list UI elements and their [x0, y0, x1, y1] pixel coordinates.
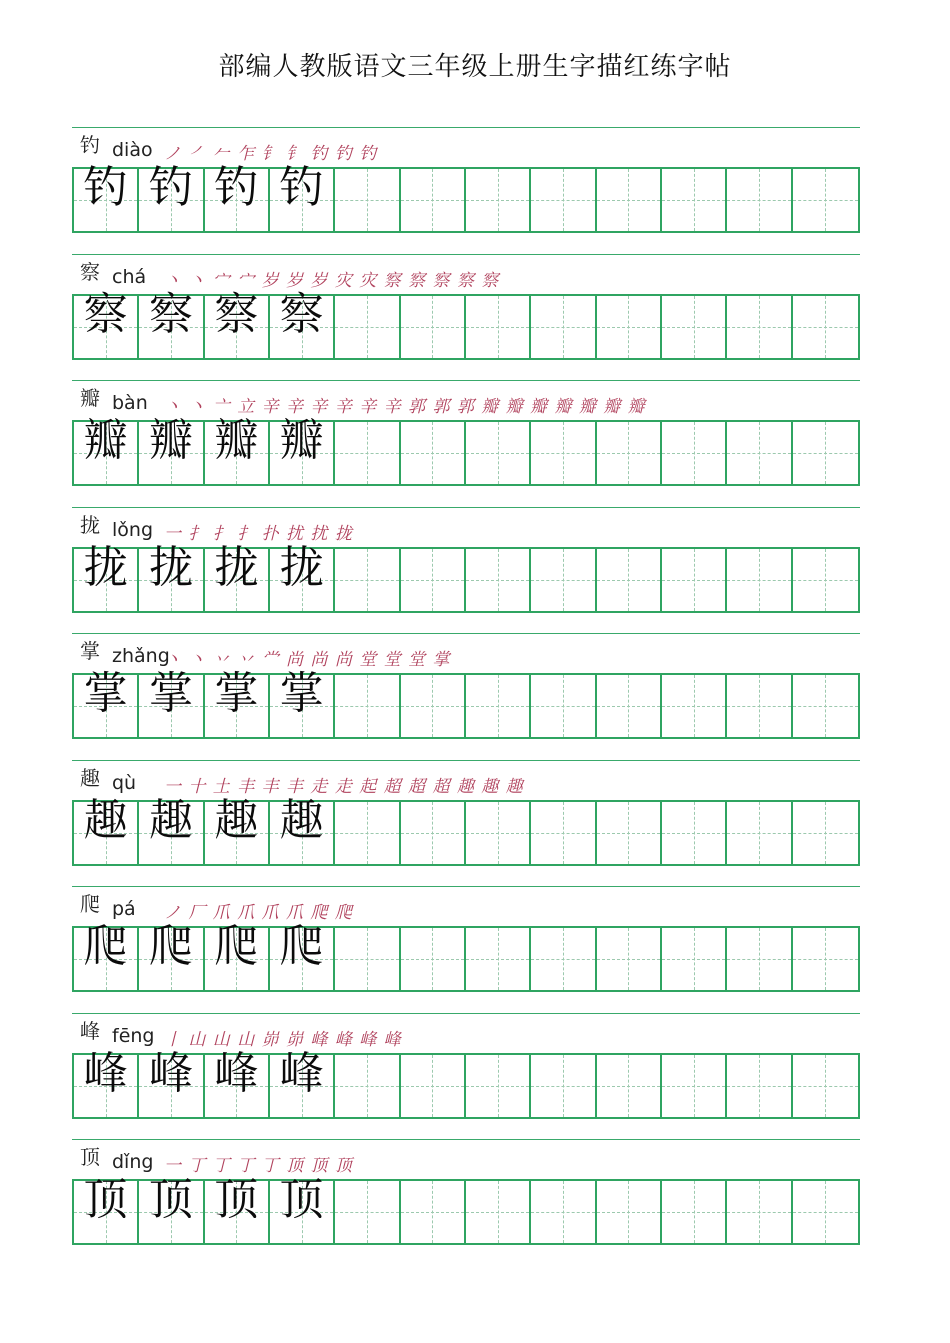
- horizontal-guide-line: [401, 706, 464, 707]
- row-pinyin: fēng: [112, 1025, 155, 1047]
- writing-cell[interactable]: [270, 795, 335, 864]
- stroke-order: ノ ㇒ 𠂉 乍 钅 钅 钓 钓 钓: [164, 144, 378, 164]
- row-top-line: [72, 254, 860, 255]
- tracing-character: 趣: [148, 795, 193, 846]
- horizontal-guide-line: [793, 580, 858, 581]
- writing-cell[interactable]: [401, 422, 466, 484]
- tracing-character: 拢: [214, 542, 259, 593]
- row-character-label: 爬: [80, 892, 100, 916]
- writing-cell[interactable]: [662, 422, 727, 484]
- writing-cell[interactable]: [793, 675, 858, 737]
- tracing-character: 峰: [214, 1048, 259, 1099]
- horizontal-guide-line: [793, 1086, 858, 1087]
- writing-cell[interactable]: [662, 549, 727, 611]
- horizontal-guide-line: [531, 453, 594, 454]
- writing-grid: [72, 415, 860, 486]
- page-title: 部编人教版语文三年级上册生字描红练字帖: [218, 52, 732, 82]
- horizontal-guide-line: [401, 959, 464, 960]
- horizontal-guide-line: [793, 1212, 858, 1213]
- writing-cell[interactable]: [793, 422, 858, 484]
- row-pinyin: pá: [112, 898, 136, 920]
- horizontal-guide-line: [597, 200, 660, 201]
- writing-cell[interactable]: [205, 1048, 270, 1117]
- row-character-label: 钓: [80, 133, 100, 157]
- writing-cell[interactable]: [270, 668, 335, 737]
- horizontal-guide-line: [335, 580, 398, 581]
- tracing-character: 爬: [214, 921, 259, 972]
- horizontal-guide-line: [531, 959, 594, 960]
- writing-cell[interactable]: [662, 169, 727, 231]
- horizontal-guide-line: [597, 959, 660, 960]
- row-character-label: 察: [80, 260, 100, 284]
- row-pinyin: bàn: [112, 392, 148, 414]
- horizontal-guide-line: [727, 833, 790, 834]
- writing-cell[interactable]: [793, 802, 858, 864]
- writing-cell[interactable]: [205, 668, 270, 737]
- writing-cell[interactable]: [74, 542, 139, 611]
- writing-cell[interactable]: [205, 795, 270, 864]
- writing-cell[interactable]: [335, 422, 400, 484]
- writing-cell[interactable]: [74, 1048, 139, 1117]
- writing-cell[interactable]: [466, 802, 531, 864]
- practice-row: [72, 1139, 860, 1251]
- writing-cell[interactable]: [531, 1055, 596, 1117]
- writing-cell[interactable]: [139, 921, 204, 990]
- horizontal-guide-line: [597, 833, 660, 834]
- tracing-character: 爬: [148, 921, 193, 972]
- horizontal-guide-line: [727, 200, 790, 201]
- horizontal-guide-line: [335, 1086, 398, 1087]
- tracing-character: 峰: [279, 1048, 324, 1099]
- horizontal-guide-line: [401, 1086, 464, 1087]
- writing-cell[interactable]: [727, 1055, 792, 1117]
- horizontal-guide-line: [531, 1212, 594, 1213]
- tracing-character: 趣: [214, 795, 259, 846]
- horizontal-guide-line: [597, 580, 660, 581]
- writing-cell[interactable]: [531, 169, 596, 231]
- writing-cell[interactable]: [531, 296, 596, 358]
- writing-cell[interactable]: [531, 675, 596, 737]
- writing-grid: [72, 542, 860, 613]
- stroke-order: 丶 丶 丷 丷 龸 尚 尚 尚 堂 堂 堂 掌: [164, 650, 451, 670]
- horizontal-guide-line: [727, 706, 790, 707]
- tracing-character: 察: [148, 289, 193, 340]
- horizontal-guide-line: [727, 580, 790, 581]
- horizontal-guide-line: [466, 327, 529, 328]
- writing-cell[interactable]: [401, 296, 466, 358]
- writing-cell[interactable]: [793, 1055, 858, 1117]
- row-top-line: [72, 1139, 860, 1140]
- stroke-order: 丶 丶 宀 宀 岁 岁 岁 灾 灾 察 察 察 察 察: [164, 271, 500, 291]
- stroke-order: 丶 丶 亠 立 辛 辛 辛 辛 辛 辛 郭 郭 郭 瓣 瓣 瓣 瓣 瓣 瓣 瓣: [164, 397, 646, 417]
- tracing-character: 掌: [148, 668, 193, 719]
- row-pinyin: zhǎng: [112, 645, 170, 667]
- writing-cell[interactable]: [662, 1181, 727, 1243]
- stroke-order: ノ 厂 爪 爪 爪 爪 爬 爬: [164, 903, 353, 923]
- writing-cell[interactable]: [727, 1181, 792, 1243]
- horizontal-guide-line: [597, 453, 660, 454]
- writing-cell[interactable]: [139, 1048, 204, 1117]
- stroke-order: 一 十 土 丰 丰 丰 走 走 起 超 超 超 趣 趣 趣: [164, 777, 524, 797]
- writing-cell[interactable]: [662, 1055, 727, 1117]
- horizontal-guide-line: [466, 580, 529, 581]
- practice-row: [72, 254, 860, 366]
- tracing-character: 顶: [279, 1174, 324, 1225]
- row-character-label: 瓣: [80, 386, 100, 410]
- horizontal-guide-line: [662, 1086, 725, 1087]
- writing-cell[interactable]: [466, 422, 531, 484]
- writing-cell[interactable]: [662, 928, 727, 990]
- horizontal-guide-line: [662, 706, 725, 707]
- row-top-line: [72, 760, 860, 761]
- writing-cell[interactable]: [205, 415, 270, 484]
- horizontal-guide-line: [335, 200, 398, 201]
- horizontal-guide-line: [466, 200, 529, 201]
- horizontal-guide-line: [335, 833, 398, 834]
- writing-cell[interactable]: [139, 1174, 204, 1243]
- horizontal-guide-line: [401, 833, 464, 834]
- row-character-label: 趣: [80, 766, 100, 790]
- writing-cell[interactable]: [793, 1181, 858, 1243]
- writing-cell[interactable]: [662, 802, 727, 864]
- horizontal-guide-line: [466, 1212, 529, 1213]
- row-pinyin: chá: [112, 266, 147, 288]
- tracing-character: 钓: [83, 162, 128, 213]
- writing-cell[interactable]: [74, 162, 139, 231]
- practice-row: [72, 507, 860, 619]
- writing-cell[interactable]: [335, 169, 400, 231]
- row-pinyin: qù: [112, 772, 137, 794]
- row-character-label: 峰: [80, 1019, 100, 1043]
- tracing-character: 顶: [148, 1174, 193, 1225]
- horizontal-guide-line: [335, 959, 398, 960]
- row-top-line: [72, 633, 860, 634]
- horizontal-guide-line: [597, 327, 660, 328]
- tracing-character: 趣: [279, 795, 324, 846]
- practice-row: [72, 886, 860, 998]
- tracing-character: 顶: [214, 1174, 259, 1225]
- tracing-character: 瓣: [83, 415, 128, 466]
- writing-cell[interactable]: [597, 296, 662, 358]
- tracing-character: 掌: [214, 668, 259, 719]
- horizontal-guide-line: [662, 200, 725, 201]
- writing-cell[interactable]: [401, 802, 466, 864]
- writing-cell[interactable]: [74, 415, 139, 484]
- writing-cell[interactable]: [335, 928, 400, 990]
- writing-cell[interactable]: [139, 668, 204, 737]
- writing-cell[interactable]: [466, 1181, 531, 1243]
- row-character-label: 拢: [80, 513, 100, 537]
- horizontal-guide-line: [335, 327, 398, 328]
- practice-row: [72, 1013, 860, 1125]
- writing-cell[interactable]: [662, 296, 727, 358]
- writing-cell[interactable]: [270, 1048, 335, 1117]
- horizontal-guide-line: [662, 327, 725, 328]
- horizontal-guide-line: [793, 327, 858, 328]
- practice-row: [72, 127, 860, 239]
- row-character-label: 顶: [80, 1145, 100, 1169]
- writing-cell[interactable]: [597, 675, 662, 737]
- writing-cell[interactable]: [662, 675, 727, 737]
- horizontal-guide-line: [727, 959, 790, 960]
- writing-cell[interactable]: [205, 1174, 270, 1243]
- horizontal-guide-line: [662, 959, 725, 960]
- horizontal-guide-line: [335, 706, 398, 707]
- writing-cell[interactable]: [466, 549, 531, 611]
- stroke-order: 一 扌 扌 扌 扑 扰 扰 拢: [164, 524, 353, 544]
- writing-cell[interactable]: [335, 549, 400, 611]
- writing-cell[interactable]: [139, 795, 204, 864]
- row-top-line: [72, 507, 860, 508]
- writing-cell[interactable]: [531, 1181, 596, 1243]
- writing-cell[interactable]: [727, 549, 792, 611]
- stroke-order: 一 丁 丁 丁 丁 顶 顶 顶: [164, 1156, 353, 1176]
- writing-cell[interactable]: [335, 296, 400, 358]
- row-pinyin: diào: [112, 139, 153, 161]
- horizontal-guide-line: [531, 327, 594, 328]
- tracing-character: 峰: [83, 1048, 128, 1099]
- writing-cell[interactable]: [597, 422, 662, 484]
- writing-cell[interactable]: [401, 675, 466, 737]
- writing-cell[interactable]: [597, 169, 662, 231]
- horizontal-guide-line: [531, 706, 594, 707]
- horizontal-guide-line: [597, 706, 660, 707]
- horizontal-guide-line: [531, 580, 594, 581]
- writing-cell[interactable]: [335, 1055, 400, 1117]
- writing-cell[interactable]: [466, 296, 531, 358]
- writing-cell[interactable]: [270, 542, 335, 611]
- writing-cell[interactable]: [466, 928, 531, 990]
- writing-cell[interactable]: [727, 675, 792, 737]
- row-top-line: [72, 886, 860, 887]
- writing-grid: [72, 289, 860, 360]
- tracing-character: 察: [279, 289, 324, 340]
- writing-grid: [72, 668, 860, 739]
- row-pinyin: lǒng: [112, 519, 154, 541]
- horizontal-guide-line: [793, 959, 858, 960]
- writing-cell[interactable]: [597, 1181, 662, 1243]
- writing-cell[interactable]: [793, 928, 858, 990]
- writing-grid: [72, 921, 860, 992]
- writing-cell[interactable]: [597, 802, 662, 864]
- writing-cell[interactable]: [139, 162, 204, 231]
- writing-cell[interactable]: [74, 1174, 139, 1243]
- horizontal-guide-line: [335, 1212, 398, 1213]
- horizontal-guide-line: [727, 1086, 790, 1087]
- horizontal-guide-line: [466, 833, 529, 834]
- tracing-character: 爬: [83, 921, 128, 972]
- tracing-character: 瓣: [214, 415, 259, 466]
- horizontal-guide-line: [466, 453, 529, 454]
- horizontal-guide-line: [793, 706, 858, 707]
- tracing-character: 峰: [148, 1048, 193, 1099]
- row-top-line: [72, 1013, 860, 1014]
- horizontal-guide-line: [466, 706, 529, 707]
- tracing-character: 钓: [279, 162, 324, 213]
- writing-cell[interactable]: [466, 675, 531, 737]
- practice-row: [72, 380, 860, 492]
- writing-cell[interactable]: [335, 675, 400, 737]
- writing-cell[interactable]: [531, 549, 596, 611]
- horizontal-guide-line: [531, 833, 594, 834]
- writing-cell[interactable]: [793, 169, 858, 231]
- horizontal-guide-line: [401, 453, 464, 454]
- horizontal-guide-line: [793, 833, 858, 834]
- row-pinyin: dǐng: [112, 1151, 154, 1173]
- writing-cell[interactable]: [205, 921, 270, 990]
- horizontal-guide-line: [662, 833, 725, 834]
- horizontal-guide-line: [793, 200, 858, 201]
- writing-cell[interactable]: [270, 1174, 335, 1243]
- writing-cell[interactable]: [727, 296, 792, 358]
- practice-row: [72, 760, 860, 872]
- horizontal-guide-line: [662, 1212, 725, 1213]
- writing-cell[interactable]: [401, 928, 466, 990]
- writing-cell[interactable]: [466, 1055, 531, 1117]
- writing-cell[interactable]: [466, 169, 531, 231]
- writing-cell[interactable]: [270, 162, 335, 231]
- writing-cell[interactable]: [74, 921, 139, 990]
- writing-cell[interactable]: [597, 1055, 662, 1117]
- writing-cell[interactable]: [74, 668, 139, 737]
- writing-cell[interactable]: [793, 549, 858, 611]
- writing-cell[interactable]: [139, 542, 204, 611]
- row-top-line: [72, 127, 860, 128]
- tracing-character: 趣: [83, 795, 128, 846]
- writing-cell[interactable]: [139, 289, 204, 358]
- tracing-character: 掌: [83, 668, 128, 719]
- writing-grid: [72, 795, 860, 866]
- horizontal-guide-line: [401, 580, 464, 581]
- horizontal-guide-line: [335, 453, 398, 454]
- horizontal-guide-line: [727, 453, 790, 454]
- horizontal-guide-line: [466, 959, 529, 960]
- stroke-order: 丨 山 山 山 峁 峁 峰 峰 峰 峰: [164, 1030, 402, 1050]
- writing-cell[interactable]: [270, 289, 335, 358]
- practice-row: [72, 633, 860, 745]
- writing-cell[interactable]: [335, 802, 400, 864]
- writing-cell[interactable]: [401, 1055, 466, 1117]
- writing-cell[interactable]: [335, 1181, 400, 1243]
- tracing-character: 钓: [148, 162, 193, 213]
- writing-cell[interactable]: [727, 802, 792, 864]
- writing-grid: [72, 1048, 860, 1119]
- tracing-character: 瓣: [148, 415, 193, 466]
- writing-cell[interactable]: [727, 169, 792, 231]
- tracing-character: 瓣: [279, 415, 324, 466]
- horizontal-guide-line: [401, 200, 464, 201]
- horizontal-guide-line: [531, 200, 594, 201]
- horizontal-guide-line: [401, 327, 464, 328]
- writing-cell[interactable]: [531, 802, 596, 864]
- horizontal-guide-line: [401, 1212, 464, 1213]
- horizontal-guide-line: [531, 1086, 594, 1087]
- horizontal-guide-line: [466, 1086, 529, 1087]
- writing-cell[interactable]: [139, 415, 204, 484]
- horizontal-guide-line: [662, 580, 725, 581]
- tracing-character: 掌: [279, 668, 324, 719]
- writing-cell[interactable]: [727, 928, 792, 990]
- writing-grid: [72, 162, 860, 233]
- writing-cell[interactable]: [531, 928, 596, 990]
- writing-cell[interactable]: [74, 795, 139, 864]
- horizontal-guide-line: [793, 453, 858, 454]
- tracing-character: 察: [214, 289, 259, 340]
- writing-cell[interactable]: [205, 289, 270, 358]
- writing-cell[interactable]: [727, 422, 792, 484]
- writing-grid: [72, 1174, 860, 1245]
- tracing-character: 察: [83, 289, 128, 340]
- row-top-line: [72, 380, 860, 381]
- tracing-character: 拢: [148, 542, 193, 593]
- writing-cell[interactable]: [74, 289, 139, 358]
- writing-cell[interactable]: [205, 542, 270, 611]
- writing-cell[interactable]: [270, 415, 335, 484]
- tracing-character: 拢: [83, 542, 128, 593]
- writing-cell[interactable]: [401, 549, 466, 611]
- writing-cell[interactable]: [531, 422, 596, 484]
- writing-cell[interactable]: [205, 162, 270, 231]
- horizontal-guide-line: [727, 1212, 790, 1213]
- horizontal-guide-line: [597, 1086, 660, 1087]
- row-character-label: 掌: [80, 639, 100, 663]
- tracing-character: 钓: [214, 162, 259, 213]
- writing-cell[interactable]: [401, 169, 466, 231]
- writing-cell[interactable]: [793, 296, 858, 358]
- horizontal-guide-line: [662, 453, 725, 454]
- tracing-character: 拢: [279, 542, 324, 593]
- writing-cell[interactable]: [401, 1181, 466, 1243]
- horizontal-guide-line: [727, 327, 790, 328]
- tracing-character: 爬: [279, 921, 324, 972]
- writing-cell[interactable]: [597, 549, 662, 611]
- tracing-character: 顶: [83, 1174, 128, 1225]
- horizontal-guide-line: [597, 1212, 660, 1213]
- writing-cell[interactable]: [597, 928, 662, 990]
- writing-cell[interactable]: [270, 921, 335, 990]
